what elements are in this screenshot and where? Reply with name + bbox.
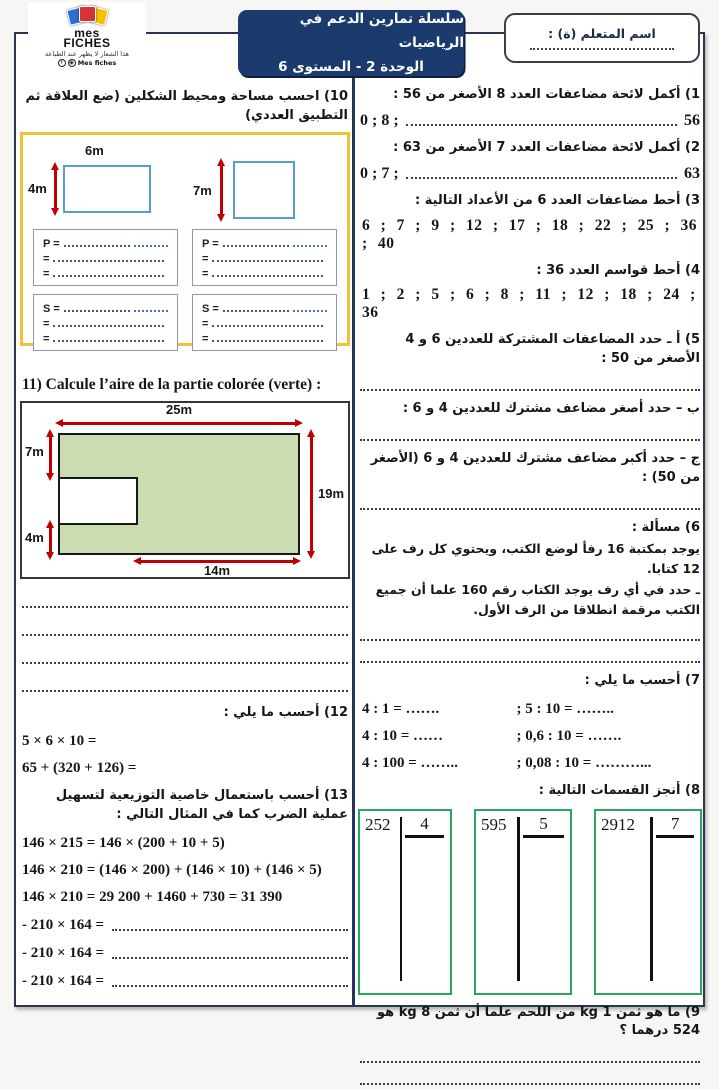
arrow-4m-icon [49,527,52,553]
q7-r1-right: ; 5 : 10 = …….. [516,700,614,717]
q7-row-2 [362,728,698,745]
q2-title: 2) أكمل لائحة مضاعفات العدد 7 الأصغر من 63 : [393,139,700,155]
q5c-answer-line [360,497,700,510]
q1-blank [406,124,677,126]
q11-title: 11) Calcule l’aire de la partie colorée (verte) : [22,375,322,393]
q5b-answer-line [360,428,700,441]
brand-name [63,26,111,51]
mes-fiches-logo [28,2,146,78]
answer-boxes-grid [33,229,337,351]
arrow-4m-icon [54,169,57,209]
instagram-icon: ◉ [69,60,75,67]
q8-divisions [358,809,702,995]
eq-label: = [202,252,209,265]
q1-answer-line [360,112,700,130]
eq-label: = [202,267,209,280]
q13-example-2: 146 × 210 = (146 × 200) + (146 × 10) + (146 × 5) [22,861,322,878]
q7-r1-left: 4 : 1 = ……. [362,700,440,717]
dividend-2: 595 [481,814,507,834]
eq-label: = [202,332,209,345]
arrow-19m-icon [310,436,313,552]
q1-end: 56 [684,111,700,129]
white-cutout [58,477,138,525]
q7-r3-right: ; 0,08 : 10 = ………... [516,754,652,771]
q10-figure-frame [20,132,350,346]
q11-answer-line-3 [22,651,348,664]
q13-ex2-expr: - 210 × 164 = [22,944,105,961]
eq-label: = [43,317,50,330]
q13-title: 13) أحسب باستعمال خاصية التوزيعية لتسهيل عملية الضرب كما في المثال التالي : [55,788,348,822]
q5c-title: ج – حدد أكبر مضاعف مشترك للعددين 4 و 6 (الأصغر من 50) : [370,450,700,485]
q13-exercise-1 [22,917,348,934]
q7-title: 7) أحسب ما يلي : [584,672,700,688]
brand-line1: mes [74,26,100,40]
top-dim-label: 25m [165,402,193,418]
q13-ex1-expr: - 210 × 164 = [22,916,105,933]
q6-body-2: ـ حدد في أي رف يوجد الكتاب رقم 160 علما أن جميع الكتب مرقمة انطلاقا من الرف الأول. [375,582,700,617]
right-column [358,86,702,1089]
p-label: P = [202,237,219,250]
q7-r2-right: ; 0,6 : 10 = ……. [516,727,622,744]
q3-numbers: 6 ; 7 ; 9 ; 12 ; 17 ; 18 ; 22 ; 25 ; 36 ; 40 [362,216,698,252]
eq-label: = [43,267,50,280]
q9-answer-line-1 [360,1050,700,1063]
division-box-2 [474,809,572,995]
q4-title: 4) أحط قواسم العدد 36 : [536,262,700,278]
q8-title: 8) أنجز القسمات التالية : [538,782,700,798]
q12-line-2: 65 + (320 + 126) = [22,760,137,776]
left-bottom-dim-label: 4m [25,530,44,546]
rect-width-label: 6m [85,142,104,158]
q11-figure [20,401,350,579]
q13-exercise-3 [22,973,348,990]
q2-answer-line [360,165,700,183]
rect-height-label: 4m [28,180,47,196]
s-label: S = [202,302,219,315]
q6-title: 6) مسألة : [631,519,700,535]
title-line1: سلسلة تمارين الدعم في الرياضيات [299,10,464,51]
student-name-box [504,13,700,63]
q2-blank [406,177,677,179]
q1-title: 1) أكمل لائحة مضاعفات العدد 8 الأصغر من 56 : [393,87,700,102]
area-box-2 [192,294,337,351]
q9-title: 9) ما هو ثمن 1 kg من اللحم علما أن ثمن 8 kg هو 524 درهما ؟ [377,1004,700,1039]
q2-end: 63 [684,164,700,182]
q13-exercise-2 [22,945,348,962]
q7-r2-left: 4 : 10 = …… [362,727,444,744]
q13-ex3-expr: - 210 × 164 = [22,972,105,989]
p-label: P = [43,237,60,250]
brand-line2: FICHES [63,36,111,51]
square-shape [233,161,295,219]
q13-example-3: 146 × 210 = 29 200 + 1460 + 730 = 31 390 [22,888,283,905]
square-side-label: 7m [193,182,212,198]
arrow-7m-icon [49,436,52,474]
q7-r3-left: 4 : 100 = …….. [362,754,459,771]
eq-label: = [43,252,50,265]
worksheet-title [238,10,464,76]
q6-body-1: يوجد بمكتبة 16 رفأ لوضع الكتب، ويحتوي كل رف على 12 كتابا. [371,541,700,576]
area-box-1 [33,294,178,351]
folders-icon [64,4,110,28]
q11-answer-line-2 [22,623,348,636]
divisor-1: 4 [405,814,444,838]
left-top-dim-label: 7m [25,444,44,460]
division-box-1 [358,809,452,995]
divisor-3: 7 [656,814,694,838]
perimeter-box-1 [33,229,178,286]
social-handle: Mes fiches [77,59,117,68]
student-name-blank [530,41,674,50]
q11-answer-line-4 [22,679,348,692]
right-dim-label: 19m [318,486,345,502]
q4-numbers: 1 ; 2 ; 5 ; 6 ; 8 ; 11 ; 12 ; 18 ; 24 ; 36 [362,286,696,322]
s-label: S = [43,302,60,315]
q9-answer-line-2 [360,1072,700,1085]
q7-row-3 [362,755,698,772]
column-divider [352,74,355,1005]
dividend-3: 2912 [601,814,635,834]
logo-caption: هذا الشعار لا يظهر عند الطباعة [45,50,129,59]
q6-answer-line-2 [360,650,700,663]
left-column [20,88,350,1001]
eq-label: = [202,317,209,330]
perimeter-box-2 [192,229,337,286]
q12-title: 12) أحسب ما يلي : [223,705,348,721]
q12-line-1: 5 × 6 × 10 = [22,733,97,749]
q13-example-1: 146 × 215 = 146 × (200 + 10 + 5) [22,834,225,851]
q6-answer-line-1 [360,628,700,641]
arrow-7m-icon [220,165,223,215]
q2-start: 0 ; 7 ; [360,164,399,182]
q10-title: 10) احسب مساحة ومحيط الشكلين (ضع العلاقة ثم التطبيق العددي) [25,89,348,123]
eq-label: = [43,332,50,345]
q5a-answer-line [360,378,700,391]
bottom-dim-label: 14m [203,563,231,579]
arrow-25m-icon [62,422,296,425]
q7-row-1 [362,701,698,718]
facebook-icon: f [58,59,66,67]
student-name-label: اسم المتعلم (ة) : [548,26,656,41]
q11-answer-line-1 [22,595,348,608]
title-line2: الوحدة 2 - المستوى 6 [278,59,424,76]
division-box-3 [594,809,702,995]
q3-title: 3) أحط مضاعفات العدد 6 من الأعداد التالية : [415,192,700,208]
q1-start: 0 ; 8 ; [360,111,399,129]
divisor-2: 5 [523,814,564,838]
rectangle-shape [63,165,151,213]
q5a-title: 5) أ ـ حدد المضاعفات المشتركة للعددين 6 و 4 الأصغر من 50 : [405,332,700,367]
q5b-title: ب – حدد أصغر مضاعف مشترك للعددين 4 و 6 : [402,401,700,417]
dividend-1: 252 [365,814,391,834]
